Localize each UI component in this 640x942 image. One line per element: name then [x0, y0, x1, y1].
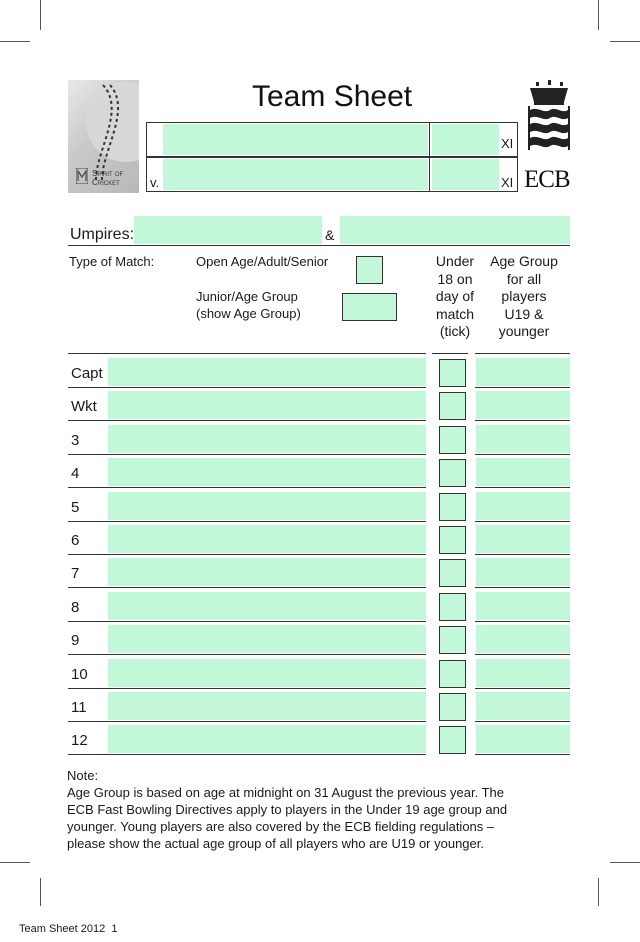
under18-header-line: Under [435, 253, 475, 269]
age-group-field[interactable] [476, 492, 570, 520]
team-two-name-field[interactable] [163, 159, 428, 190]
row-rule [475, 721, 570, 722]
row-rule [68, 654, 426, 655]
crop-mark [40, 878, 41, 906]
player-row-label: 4 [71, 465, 80, 482]
junior-label-line1: Junior/Age Group [196, 289, 298, 304]
under18-checkbox[interactable] [439, 626, 466, 654]
umpire-one-field[interactable] [134, 216, 322, 244]
umpires-and-label: & [325, 227, 335, 243]
row-rule [475, 654, 570, 655]
crop-mark [0, 41, 30, 42]
row-rule [475, 554, 570, 555]
player-row-label: 9 [71, 632, 80, 649]
age-group-header-line: players [501, 288, 547, 304]
under18-checkbox[interactable] [439, 559, 466, 587]
note-line: please show the actual age group of all players who are U19 or younger. [67, 836, 484, 851]
player-row-label: Wkt [71, 398, 97, 415]
junior-label-line2: (show Age Group) [196, 306, 301, 321]
note-line: Age Group is based on age at midnight on 31 August the previous year. The [67, 785, 504, 800]
umpires-rule [68, 245, 570, 246]
under18-checkbox[interactable] [439, 693, 466, 721]
row-rule [68, 688, 426, 689]
under18-header-line: match [435, 305, 475, 322]
row-rule [68, 521, 426, 522]
crop-mark [598, 878, 599, 906]
age-group-field[interactable] [476, 659, 570, 687]
row-rule [68, 454, 426, 455]
spirit-logo-line2: Cricket [92, 178, 120, 187]
player-row-label: 8 [71, 599, 80, 616]
player-name-field[interactable] [108, 625, 426, 653]
player-name-field[interactable] [108, 692, 426, 720]
row-rule [68, 420, 426, 421]
under18-checkbox[interactable] [439, 426, 466, 454]
umpire-two-field[interactable] [340, 216, 570, 244]
age-group-field[interactable] [476, 725, 570, 753]
under18-checkbox[interactable] [439, 493, 466, 521]
player-name-field[interactable] [108, 525, 426, 553]
player-name-field[interactable] [108, 458, 426, 486]
age-group-header-line: for all [506, 270, 542, 287]
row-rule [475, 688, 570, 689]
player-row-label: 12 [71, 732, 88, 749]
row-rule [68, 587, 426, 588]
age-group-header-line: younger [498, 323, 550, 339]
age-group-field[interactable] [476, 592, 570, 620]
team-two-xi-field[interactable] [432, 159, 499, 190]
player-name-field[interactable] [108, 391, 426, 419]
row-rule [68, 621, 426, 622]
team-two-divider [429, 157, 430, 192]
mcc-emblem-icon [76, 168, 88, 184]
player-name-field[interactable] [108, 592, 426, 620]
open-age-label: Open Age/Adult/Senior [196, 254, 329, 269]
player-row-label: 3 [71, 432, 80, 449]
match-type-label: Type of Match: [69, 254, 155, 269]
age-group-top-rule [475, 353, 570, 354]
players-top-rule [68, 353, 426, 354]
junior-age-group-field[interactable] [342, 293, 397, 321]
under18-header-line: day of [435, 288, 475, 304]
team-one-name-field[interactable] [163, 124, 428, 155]
player-name-field[interactable] [108, 558, 426, 586]
row-rule [475, 387, 570, 388]
age-group-field[interactable] [476, 458, 570, 486]
under18-checkbox[interactable] [439, 392, 466, 420]
team-one-divider [429, 122, 430, 157]
player-row-label: Capt [71, 365, 103, 382]
player-row-label: 6 [71, 532, 80, 549]
age-group-header-line: Age Group [490, 253, 558, 269]
crop-mark [610, 862, 640, 863]
note-line: ECB Fast Bowling Directives apply to players in the Under 19 age group and [67, 802, 508, 817]
player-name-field[interactable] [108, 659, 426, 687]
under18-checkbox[interactable] [439, 359, 466, 387]
row-rule [475, 487, 570, 488]
spirit-of-cricket-logo [68, 80, 139, 193]
page-footer: Team Sheet 2012 1 [19, 923, 118, 935]
row-rule [475, 754, 570, 755]
under18-checkbox[interactable] [439, 526, 466, 554]
under18-checkbox[interactable] [439, 726, 466, 754]
team-two-xi-label: XI [501, 175, 514, 190]
note-line: younger. Young players are also covered by the ECB fielding regulations – [67, 819, 495, 834]
crop-mark [610, 41, 640, 42]
player-name-field[interactable] [108, 358, 426, 386]
note-block [67, 767, 587, 852]
row-rule [475, 521, 570, 522]
age-group-field[interactable] [476, 391, 570, 419]
age-group-field[interactable] [476, 425, 570, 453]
under18-header-line: (tick) [439, 323, 471, 339]
player-row-label: 11 [71, 699, 87, 716]
umpires-label: Umpires: [70, 226, 135, 243]
versus-label: v. [150, 175, 160, 190]
age-group-field[interactable] [476, 625, 570, 653]
crop-mark [0, 862, 30, 863]
age-group-field[interactable] [476, 558, 570, 586]
row-rule [475, 454, 570, 455]
team-one-xi-field[interactable] [432, 124, 499, 155]
team-one-xi-label: XI [501, 136, 514, 151]
note-heading: Note: [67, 768, 99, 783]
age-group-field[interactable] [476, 692, 570, 720]
crop-mark [598, 0, 599, 30]
player-row-label: 10 [71, 666, 88, 683]
under18-header-line: 18 on [437, 270, 473, 287]
row-rule [475, 587, 570, 588]
age-group-header [476, 253, 572, 341]
under18-top-rule [432, 353, 468, 354]
player-row-label: 7 [71, 565, 80, 582]
player-name-field[interactable] [108, 725, 426, 753]
age-group-field[interactable] [476, 358, 570, 386]
under18-checkbox[interactable] [439, 459, 466, 487]
open-age-checkbox[interactable] [356, 256, 383, 284]
row-rule [68, 754, 426, 755]
row-rule [475, 420, 570, 421]
row-rule [68, 554, 426, 555]
page-title: Team Sheet [252, 80, 413, 113]
row-rule [475, 621, 570, 622]
age-group-header-line: U19 & [504, 305, 544, 322]
spirit-logo-line1: Spirit of [92, 169, 124, 178]
ecb-logo-text: ECB [524, 166, 570, 193]
ecb-crest-icon [524, 80, 574, 160]
row-rule [68, 387, 426, 388]
player-name-field[interactable] [108, 492, 426, 520]
row-rule [68, 721, 426, 722]
row-rule [68, 487, 426, 488]
crop-mark [40, 0, 41, 30]
under18-checkbox[interactable] [439, 660, 466, 688]
player-row-label: 5 [71, 499, 80, 516]
age-group-field[interactable] [476, 525, 570, 553]
player-name-field[interactable] [108, 425, 426, 453]
under18-checkbox[interactable] [439, 593, 466, 621]
